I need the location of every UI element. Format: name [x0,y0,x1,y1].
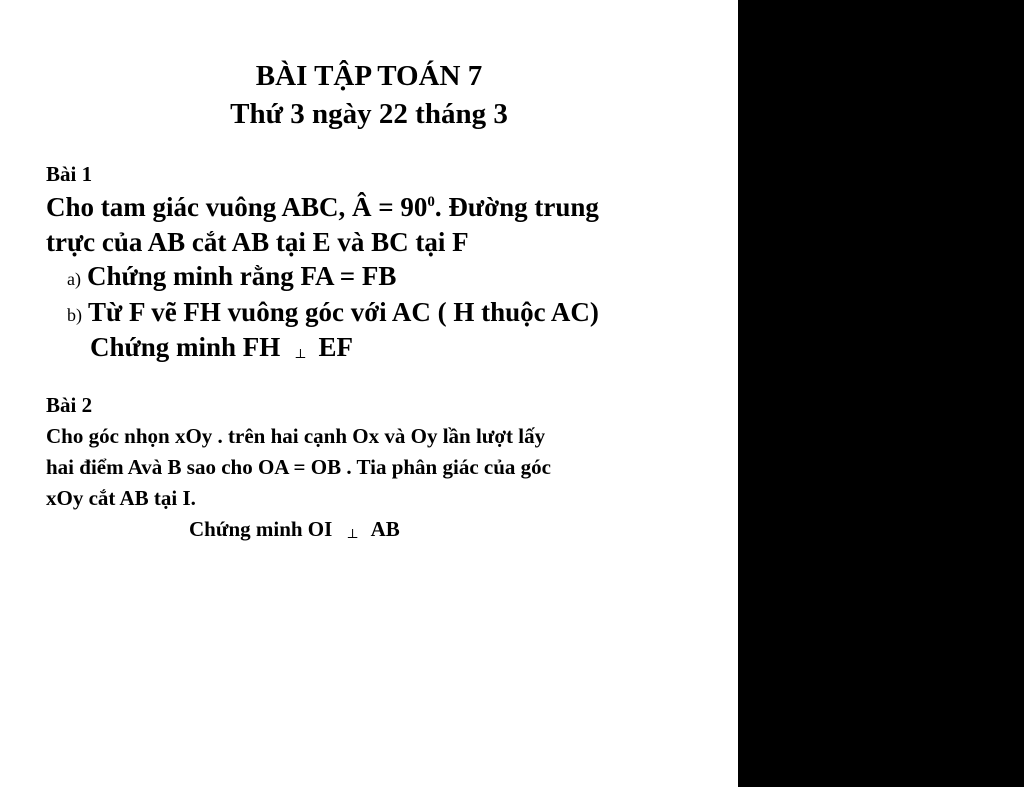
part-b-proof-text: Chứng minh FH [90,332,281,362]
perpendicular-symbol: ⊥ [346,526,359,541]
part-a-text: Chứng minh rằng FA = FB [86,261,397,291]
exercise-1-part-b-line-2 [90,332,353,363]
exercise-1-line-1 [46,192,599,223]
exercise-2-proof [189,517,400,542]
part-b-proof-tail: EF [318,332,354,362]
exercise-2-proof-tail: AB [370,517,400,541]
perpendicular-symbol: ⊥ [294,346,307,361]
part-b-marker: b) [67,305,82,325]
exercise-2-label: Bài 2 [46,393,93,417]
part-b-text: Từ F vẽ FH vuông góc với AC ( H thuộc AC) [88,297,599,327]
exercise-2-proof-text: Chứng minh OI [189,517,333,541]
exercise-1-label: Bài 1 [46,162,93,186]
exercise-1-line-1-tail: . Đường trung [434,192,599,222]
exercise-1-line-2: trực của AB cắt AB tại E và BC tại F [46,227,469,257]
part-a-marker: a) [67,269,81,289]
exercise-1-line-1-text: Cho tam giác vuông ABC, Â = 90 [46,192,428,222]
exercise-1-part-a [67,261,396,292]
exercise-2-line-1: Cho góc nhọn xOy . trên hai cạnh Ox và Oy lần lượt lấy [46,424,546,448]
exercise-2-line-2: hai điểm Avà B sao cho OA = OB . Tia phân giác của góc [46,455,551,479]
exercise-1-part-b [67,297,599,328]
exercise-1-degree-superscript: 0 [427,194,435,210]
black-side-panel [738,0,1024,787]
worksheet-date: Thứ 3 ngày 22 tháng 3 [230,98,508,130]
worksheet-title: BÀI TẬP TOÁN 7 [255,60,483,92]
exercise-2-line-3: xOy cắt AB tại I. [46,486,196,510]
